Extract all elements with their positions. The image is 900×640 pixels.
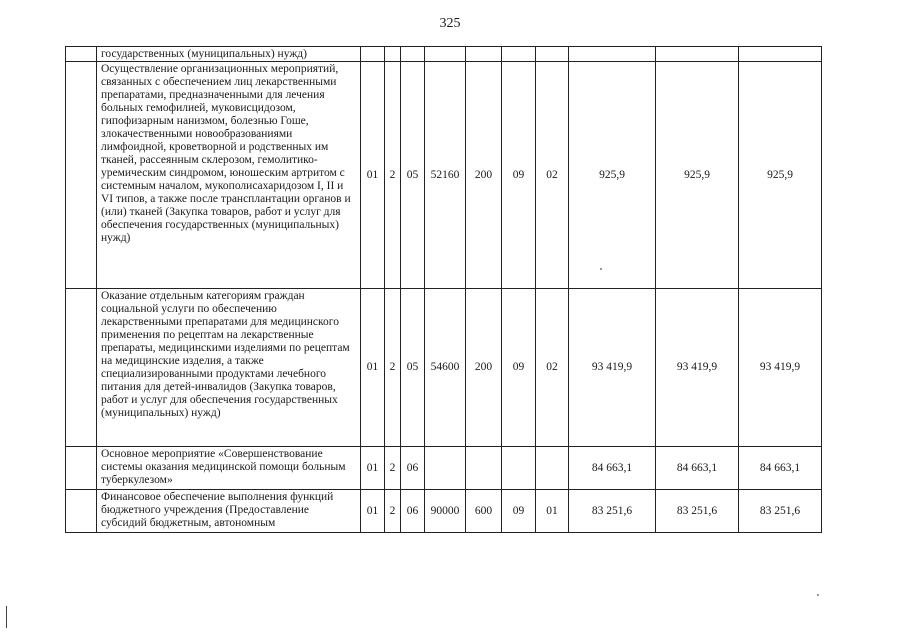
table-row xyxy=(66,289,822,447)
code-cell: 2 xyxy=(385,289,401,447)
amount-cell: 83 251,6 xyxy=(569,490,656,533)
code-cell: 2 xyxy=(385,447,401,490)
code-cell: 200 xyxy=(466,289,502,447)
code-cell: 05 xyxy=(401,289,425,447)
code-cell xyxy=(425,47,466,62)
code-cell: 01 xyxy=(536,490,569,533)
code-cell: 05 xyxy=(401,62,425,289)
row-number-cell xyxy=(66,47,97,62)
amount-cell: 93 419,9 xyxy=(656,289,739,447)
code-cell xyxy=(502,447,536,490)
table-row xyxy=(66,447,822,490)
code-cell: 52160 xyxy=(425,62,466,289)
row-number-cell xyxy=(66,490,97,533)
code-cell xyxy=(361,47,385,62)
budget-table xyxy=(65,46,822,533)
page-number: 325 xyxy=(439,16,461,31)
code-cell: 600 xyxy=(466,490,502,533)
code-cell xyxy=(536,447,569,490)
code-cell xyxy=(425,447,466,490)
row-number-cell xyxy=(66,447,97,490)
code-cell: 09 xyxy=(502,289,536,447)
amount-cell: 84 663,1 xyxy=(656,447,739,490)
code-cell xyxy=(385,47,401,62)
code-cell: 200 xyxy=(466,62,502,289)
code-cell: 54600 xyxy=(425,289,466,447)
amount-cell xyxy=(656,47,739,62)
table-row xyxy=(66,62,822,289)
row-number-cell xyxy=(66,62,97,289)
amount-cell: 93 419,9 xyxy=(739,289,822,447)
code-cell xyxy=(466,447,502,490)
amount-cell: 93 419,9 xyxy=(569,289,656,447)
code-cell: 02 xyxy=(536,62,569,289)
code-cell: 06 xyxy=(401,490,425,533)
code-cell xyxy=(502,47,536,62)
description-cell: государственных (муниципальных) нужд) xyxy=(97,47,361,62)
code-cell: 09 xyxy=(502,62,536,289)
code-cell: 2 xyxy=(385,490,401,533)
table-row xyxy=(66,490,822,533)
code-cell xyxy=(536,47,569,62)
description-cell: Основное мероприятие «Совершенствование системы оказания медицинской помощи больным туберкулезом» xyxy=(97,447,361,490)
code-cell: 02 xyxy=(536,289,569,447)
code-cell xyxy=(401,47,425,62)
code-cell: 2 xyxy=(385,62,401,289)
row-number-cell xyxy=(66,289,97,447)
amount-cell: 84 663,1 xyxy=(569,447,656,490)
amount-cell: 925,9 xyxy=(656,62,739,289)
code-cell: 01 xyxy=(361,62,385,289)
amount-cell: 83 251,6 xyxy=(656,490,739,533)
code-cell: 90000 xyxy=(425,490,466,533)
description-cell: Осуществление организационных мероприятий, связанных с обеспечением лиц лекарственными препаратами, предназначенными для лечения больных гемофилией, муковисцидозом, гипофизарным нанизмом, болезнью Гоше, злокачественными новообразованиями лимфоидной, кроветворной и родственных им тканей, рассеянным склерозом, гемолитико-уремическим синдромом, юношеским артритом с системным началом, мукополисахаридозом I, II и VI типов, а также после трансплантации органов и (или) тканей (Закупка товаров, работ и услуг для обеспечения государственных (муниципальных) нужд) xyxy=(97,62,361,289)
amount-cell: 925,9 xyxy=(739,62,822,289)
code-cell: 01 xyxy=(361,490,385,533)
amount-cell xyxy=(739,47,822,62)
code-cell: 09 xyxy=(502,490,536,533)
amount-cell: 84 663,1 xyxy=(739,447,822,490)
scan-edge-mark xyxy=(6,606,7,628)
description-cell: Оказание отдельным категориям граждан социальной услуги по обеспечению лекарственными препаратами для медицинского применения по рецептам на лекарственные препараты, медицинскими изделиями по рецептам на медицинские изделия, а также специализированными продуктами лечебного питания для детей-инвалидов (Закупка товаров, работ и услуг для обеспечения государственных (муниципальных) нужд) xyxy=(97,289,361,447)
amount-cell: 925,9 xyxy=(569,62,656,289)
code-cell: 01 xyxy=(361,289,385,447)
code-cell xyxy=(466,47,502,62)
amount-cell: 83 251,6 xyxy=(739,490,822,533)
code-cell: 01 xyxy=(361,447,385,490)
amount-cell xyxy=(569,47,656,62)
scan-speck xyxy=(600,268,602,270)
description-cell: Финансовое обеспечение выполнения функций бюджетного учреждения (Предоставление субсидий бюджетным, автономным xyxy=(97,490,361,533)
table-row xyxy=(66,47,822,62)
code-cell: 06 xyxy=(401,447,425,490)
scan-speck xyxy=(817,594,819,596)
